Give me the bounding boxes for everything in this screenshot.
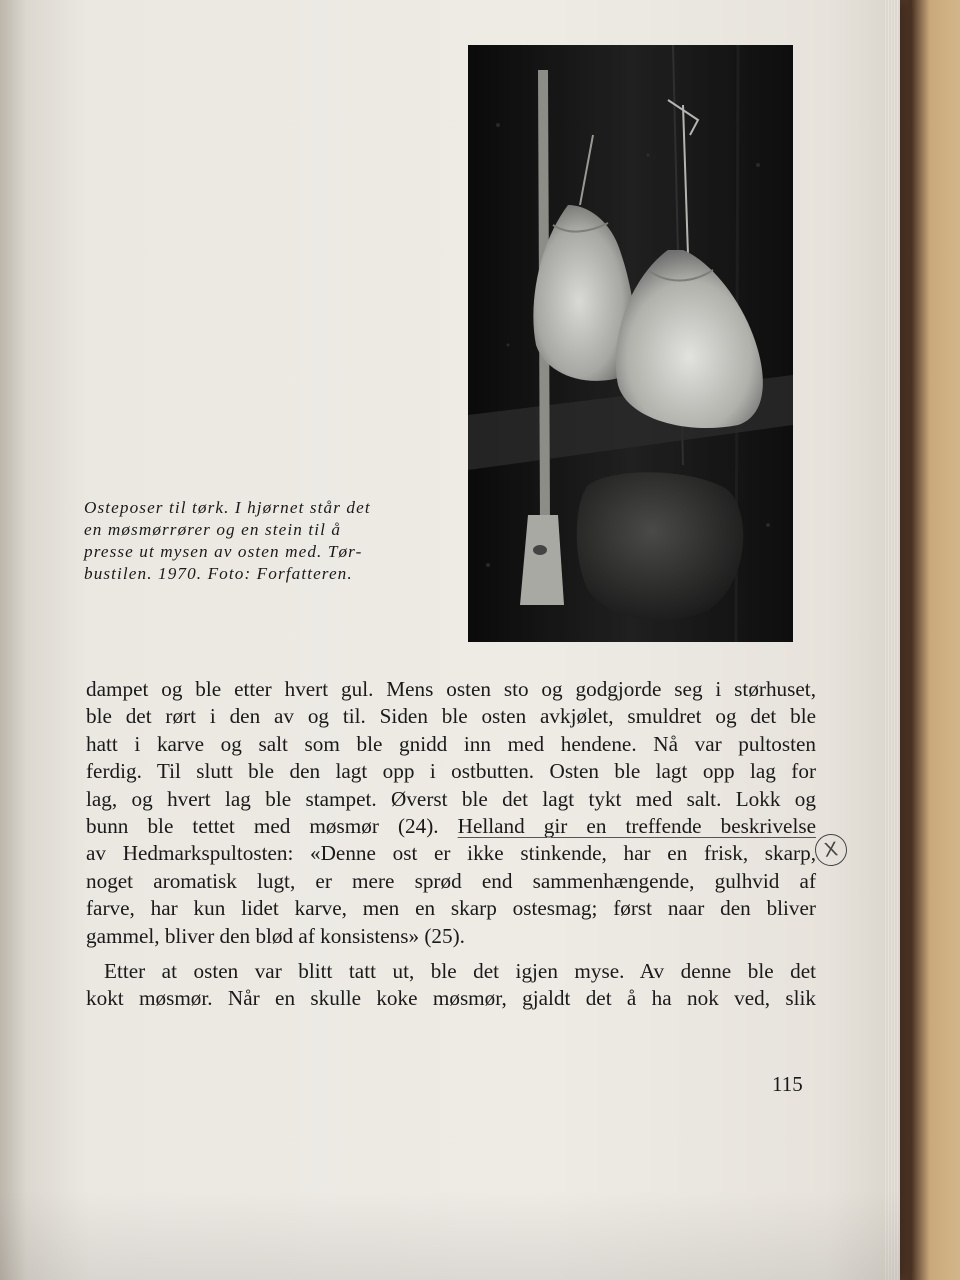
underlined-passage: Helland gir en treffende beskrivelse [457,814,816,839]
text-line: noget aromatisk lugt, er mere sprød end sammenhængende, gulhvid af [86,868,816,893]
photo-illustration [468,45,793,642]
text-line: farve, har kun lidet karve, men en skarp ostesmag; først naar den bliver [86,896,816,921]
caption-line: Osteposer til tørk. I hjørnet står det [84,498,371,517]
paragraph-gap [86,950,816,958]
text-line: ferdig. Til slutt ble den lagt opp i ostbutten. Osten ble lagt opp lag for [86,759,816,784]
text-line: dampet og ble etter hvert gul. Mens osten sto og godgjorde seg i størhuset, [86,677,816,701]
body-text [86,676,816,1013]
text-segment: bunn ble tettet med møsmør (24). [86,814,458,839]
page-edges [884,0,900,1280]
photograph-cheese-bags [468,45,793,642]
photo-caption [84,497,444,585]
caption-line: en møsmørrører og en stein til å [84,520,342,539]
text-line: hatt i karve og salt som ble gnidd inn med hendene. Nå var pultosten [86,731,816,756]
caption-line: bustilen. 1970. Foto: Forfatteren. [84,564,353,583]
caption-line: presse ut mysen av osten med. Tør- [84,542,363,561]
text-line: Etter at osten var blitt tatt ut, ble det igjen myse. Av denne ble det [104,959,816,984]
text-line: av Hedmarkspultosten: «Denne ost er ikke stinkende, har en frisk, skarp, [86,841,816,866]
text-line: kokt møsmør. Når en skulle koke møsmør, gjaldt det å ha nok ved, slik [86,986,816,1011]
page-shadow [0,1190,900,1280]
text-line: ble det rørt i den av og til. Siden ble osten avkjølet, smuldret og det ble [86,704,816,729]
text-line: gammel, bliver den blød af konsistens» (25). [86,923,465,948]
page-number: 115 [772,1072,803,1096]
text-line: lag, og hvert lag ble stampet. Øverst ble det lagt tykt med salt. Lokk og [86,786,816,811]
text-line-with-underline [86,813,816,840]
handwritten-circled-mark: X [813,832,849,868]
